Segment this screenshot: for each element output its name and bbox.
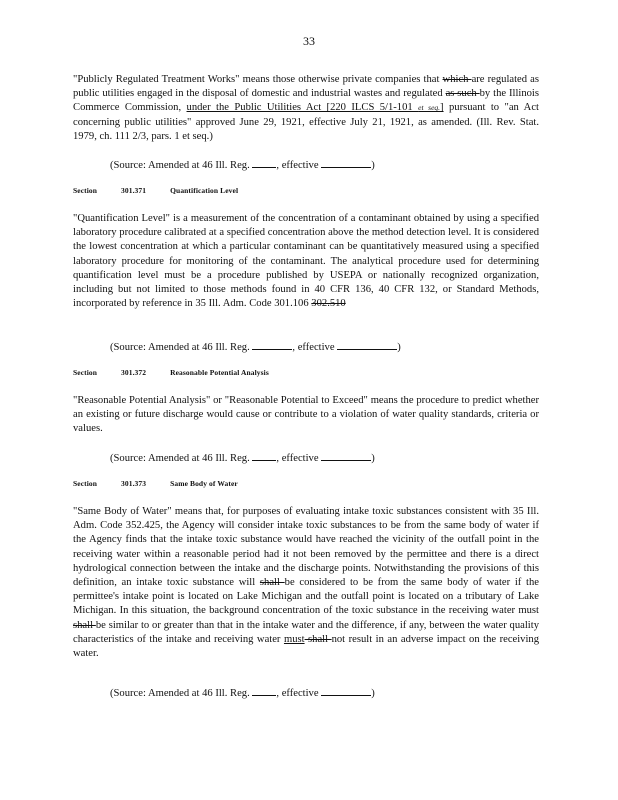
source-label: (Source: Amended at 46 Ill. Reg.: [110, 160, 250, 171]
reg-blank: [252, 450, 276, 461]
source-note-2: [110, 339, 401, 353]
source-note-4: [110, 685, 375, 699]
text-segment: "Quantification Level" is a measurement of the concentration of a contaminant obtained by using a specified laboratory procedure calibrated at a specified concentration above the method detection level. It is considered the lowest concentration at which a particular contaminant can be quantitatively measured using a specified laboratory procedure for monitoring of the contaminant. The analytical procedure used for determining quantification level must be a procedure published by USEPA or nationally recognized organization, including but not limited to those methods found in 40 CFR 136, 40 CFR 132, or Standard Methods, incorporated by reference in 35 Ill. Adm. Code 301.106: [73, 213, 539, 310]
definition-reasonable-potential: [73, 394, 539, 437]
deleted-text: which: [442, 74, 472, 85]
inserted-text: must: [283, 633, 305, 645]
deleted-text: shall: [73, 619, 96, 631]
date-blank: [321, 450, 371, 461]
source-note-3: [110, 450, 375, 464]
deleted-text: shall: [304, 633, 332, 645]
section-heading-372: [73, 368, 293, 377]
source-sep: , effective: [292, 342, 335, 353]
definition-publicly-regulated: [73, 73, 539, 144]
section-number: 301.372: [121, 368, 147, 377]
text-segment: be similar to or greater than that in the intake water and the difference, if any, between the water quality characteristics of the intake and receiving water: [73, 619, 539, 645]
inserted-text: [187, 102, 444, 113]
deleted-text: shall: [259, 577, 285, 589]
source-sep: , effective: [276, 688, 319, 699]
section-word: Section: [73, 368, 98, 377]
source-label: (Source: Amended at 46 Ill. Reg.: [110, 342, 250, 353]
source-sep: , effective: [276, 160, 319, 171]
section-heading-373: [73, 479, 262, 488]
text-segment: pursuant to "an Act concerning public utilities" approved June 29, 1921, effective July 21, 1921, as amended. (Ill. Rev. Stat. 1979, ch. 111 2/3, pars. 1 et seq.): [73, 102, 539, 142]
inserted-text-et-seq: et seq.: [418, 103, 441, 113]
source-close: ): [397, 342, 401, 353]
text-segment: "Publicly Regulated Treatment Works" means those otherwise private companies that: [73, 74, 443, 85]
source-label: (Source: Amended at 46 Ill. Reg.: [110, 453, 250, 464]
section-title: Same Body of Water: [170, 479, 238, 488]
section-number: 301.371: [121, 186, 147, 195]
text-segment: be considered to be from the same body of water if the permittee's intake point is located on Lake Michigan and the outfall point is located on a tributary of Lake Michigan. In this situation, the background concentration of the toxic substance in the receiving water must: [73, 577, 539, 617]
date-blank: [337, 339, 397, 350]
text-segment: "Reasonable Potential Analysis" or "Reasonable Potential to Exceed" means the procedure to predict whether an existing or future discharge would cause or contribute to a violation of water quality standards, criteria or values.: [73, 395, 539, 435]
inserted-text-main: under the Public Utilities Act [220 ILCS 5/1-101: [186, 102, 419, 114]
inserted-text-end: ]: [440, 102, 444, 114]
source-close: ): [371, 688, 375, 699]
reg-blank: [252, 685, 276, 696]
reg-blank: [252, 339, 292, 350]
text-segment: by the Illinois Commerce Commission,: [73, 88, 539, 114]
section-word: Section: [73, 186, 98, 195]
source-close: ): [371, 453, 375, 464]
section-number: 301.373: [121, 479, 147, 488]
text-segment: "Same Body of Water" means that, for purposes of evaluating intake toxic substances consistent with 35 Ill. Adm. Code 352.425, the Agency will consider intake toxic substances to be from the same body of water if the Agency finds that the intake toxic substance would have reached the vicinity of the outfall point in the receiving water within a reasonable period had it not been removed by the permittee and there is a direct hydrological connection between the intake and the discharge points. Notwithstanding the provisions of this definition, an intake toxic substance will: [73, 506, 539, 589]
page-number: 33: [303, 34, 315, 48]
text-segment: are regulated as public utilities engaged in the disposal of domestic and industrial wastes and regulated: [73, 74, 539, 100]
reg-blank: [252, 157, 276, 168]
section-word: Section: [73, 479, 98, 488]
definition-same-body-of-water: [73, 505, 539, 661]
section-heading-371: [73, 186, 262, 195]
source-close: ): [371, 160, 375, 171]
date-blank: [321, 157, 371, 168]
deleted-text: as such: [445, 88, 480, 100]
text-segment: not result in an adverse impact on the receiving water.: [73, 633, 539, 660]
definition-quantification-level: [73, 212, 539, 311]
source-label: (Source: Amended at 46 Ill. Reg.: [110, 688, 250, 699]
section-title: Reasonable Potential Analysis: [170, 368, 269, 377]
date-blank: [321, 685, 371, 696]
source-note-1: [110, 157, 375, 171]
deleted-text: 302.510: [311, 298, 346, 310]
source-sep: , effective: [276, 453, 319, 464]
section-title: Quantification Level: [170, 186, 239, 195]
